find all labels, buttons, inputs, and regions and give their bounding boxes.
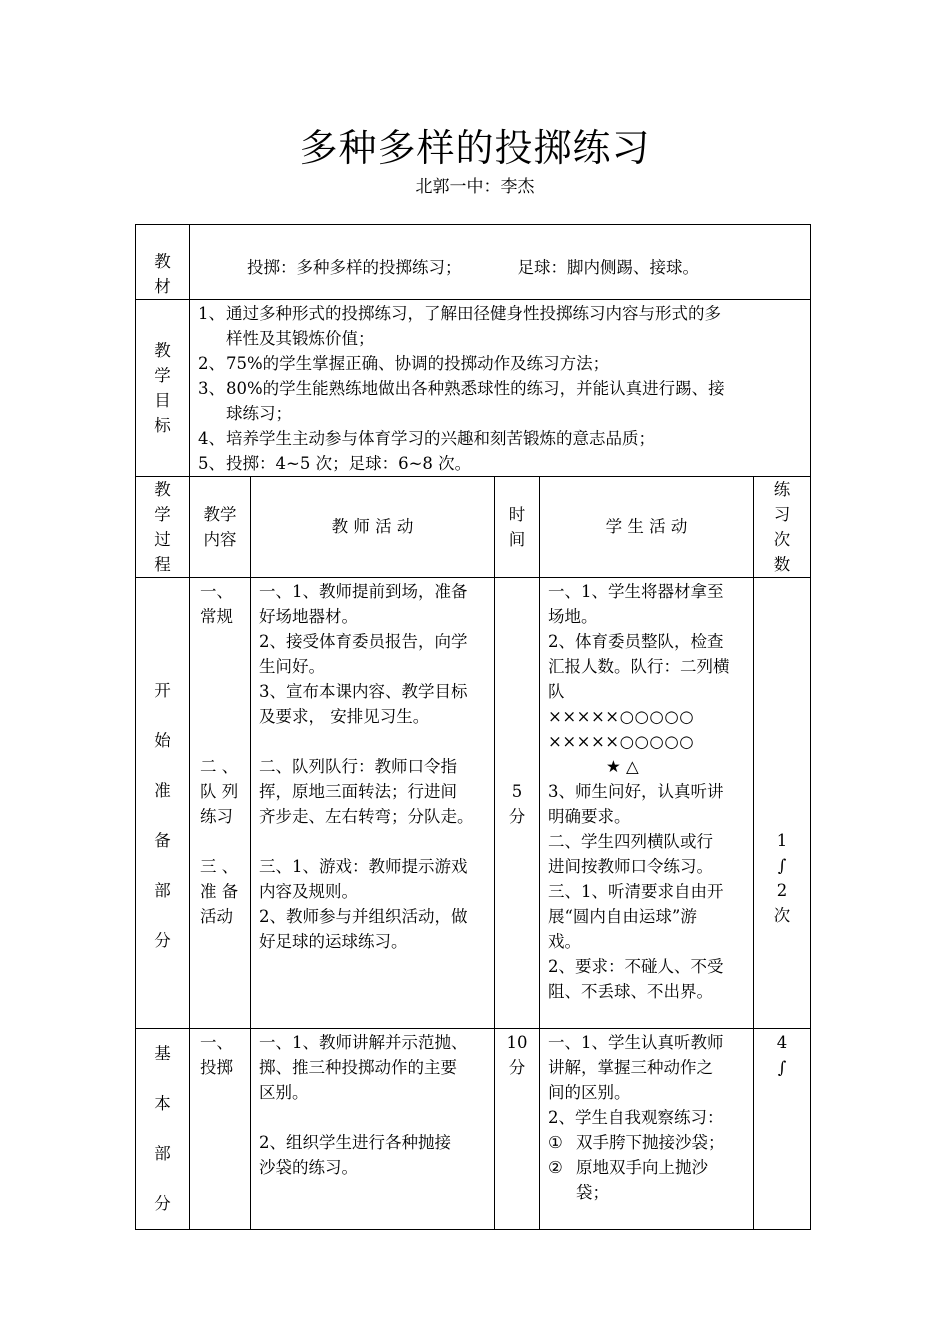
basic-section-content: 一、 投掷 (190, 1029, 251, 1230)
start-section-row (136, 578, 811, 1029)
objectives-list (190, 300, 811, 477)
basic-section-count: 4 ∫ (754, 1029, 811, 1230)
material-football: 足球：脚内侧踢、接球。 (517, 257, 699, 277)
author-line: 北郭一中：李杰 (415, 177, 535, 197)
start-section-teacher: 一、1、教师提前到场，准备 好场地器材。 2、接受体育委员报告，向学 生问好。 3、宣布本课内容、教学目标 及要求， 安排见习生。 二、队列队行：教师口令指 挥，原地三面转法；行进间 齐步走、左右转弯；分队走。 三、1、游戏：教师提示游戏 内容及规则。 2、教师参与并组织活动，做 好足球的运球练习。 (251, 578, 495, 1029)
objectives-row (136, 300, 811, 477)
basic-section-row (136, 1029, 811, 1230)
student-header: 学 生 活 动 (540, 477, 754, 578)
objective-item: 1、 通过多种形式的投掷练习，了解田径健身性投掷练习内容与形式的多 样性及其锻炼价值； (198, 304, 721, 348)
basic-section-time: 10 分 (495, 1029, 540, 1230)
formation-row: ×××××○○○○○ (548, 732, 695, 751)
time-header: 时 间 (495, 477, 540, 578)
objective-item: 4、 培养学生主动参与体育学习的兴趣和刻苦锻炼的意志品质； (198, 429, 655, 448)
page-title: 多种多样的投掷练习 (299, 126, 651, 170)
content-header: 教学 内容 (190, 477, 251, 578)
objective-item: 2、 75%的学生掌握正确、协调的投掷动作及练习方法； (198, 354, 610, 373)
process-header-row (136, 477, 811, 578)
basic-section-student: 一、1、学生认真听教师 讲解，掌握三种动作之 间的区别。 2、学生自我观察练习： ① 双手胯下抛接沙袋； ② 原地双手向上抛沙 袋； (540, 1029, 754, 1230)
objectives-label: 教 学 目 标 (136, 300, 190, 477)
start-section-count: 1 ∫ 2 次 (754, 578, 811, 1029)
lesson-plan-table (135, 224, 811, 1230)
teacher-header: 教 师 活 动 (251, 477, 495, 578)
count-header: 练 习 次 数 (754, 477, 811, 578)
basic-section-teacher: 一、1、教师讲解并示范抛、 掷、推三种投掷动作的主要 区别。 2、组织学生进行各种抛接 沙袋的练习。 (251, 1029, 495, 1230)
start-section-content: 一、 常规 二 、 队 列 练习 三 、 准 备 活动 (190, 578, 251, 1029)
material-content (190, 225, 811, 300)
objective-item: 5、 投掷：4~5 次；足球：6~8 次。 (198, 454, 472, 473)
material-row (136, 225, 811, 300)
start-section-student: 一、1、学生将器材拿至 场地。 2、体育委员整队，检查 汇报人数。队行：二列横 队 ×××××○○○○○ ×××××○○○○○ ★ △ 3、师生问好，认真听讲 明确要求。 二、学生四列横队或行 进间按教师口令练习。 三、1、听清要求自由开 展“圆内自由运球”游 戏。 2、要求：不碰人、不受 阻、不丢球、不出界。 (540, 578, 754, 1029)
start-section-time: 5 分 (495, 578, 540, 1029)
material-label: 教 材 (136, 225, 190, 300)
process-label: 教 学 过 程 (136, 477, 190, 578)
objective-item: 3、 80%的学生能熟练地做出各种熟悉球性的练习，并能认真进行踢、接 球练习； (198, 379, 725, 423)
basic-section-label: 基 本 部 分 (136, 1029, 190, 1230)
formation-markers: ★ △ (606, 757, 639, 776)
formation-row: ×××××○○○○○ (548, 707, 695, 726)
material-throwing: 投掷：多种多样的投掷练习； (247, 257, 462, 277)
start-section-label: 开 始 准 备 部 分 (136, 578, 190, 1029)
